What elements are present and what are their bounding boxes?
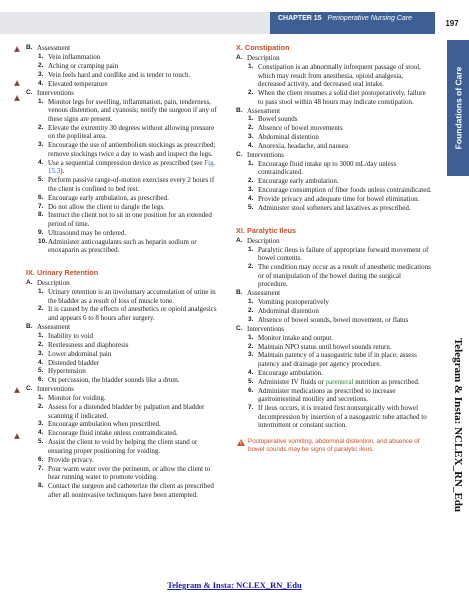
list-item: 4. Use a sequential compression device as prescribed (see Fig. 15.3). <box>38 158 216 176</box>
list-item: 6. Administer medications as prescribed to increase gastrointestinal motility and secretions. <box>248 386 396 404</box>
list-item: 3. Absence of bowel sounds, bowel movement, or flatus <box>248 315 409 324</box>
list-item: 1. Vein inflammation <box>38 53 101 62</box>
chapter-title: Perioperative Nursing Care <box>327 15 412 22</box>
list-item: 4. Distended bladder <box>38 358 100 367</box>
list-item: 8. Contact the surgeon and catheterize the client as prescribed after all noninvasive techniques have been attempted. <box>38 482 214 499</box>
list-item: 3. Lower abdominal pain <box>38 349 112 358</box>
list-item: 2. The condition may occur as a result of anesthetic medications or of manipulation of the bowel during the surgical procedure. <box>248 263 431 289</box>
list-item: 2. Absence of bowel movements <box>248 124 343 133</box>
list-item: 6. Encourage early ambulation, as prescribed. <box>38 193 169 202</box>
list-item: 2. Restlessness and diaphoresis <box>38 340 129 349</box>
list-item: 1. Urinary retention is an involuntary accumulation of urine in the bladder as a result of loss of muscle tone. <box>38 287 216 305</box>
list-item: 7. Pour warm water over the perineum, or allow the client to hear running water to promote voiding. <box>38 464 211 482</box>
section-heading: B. Assessment <box>26 322 71 331</box>
warning-callout <box>236 438 432 455</box>
priority-triangle-icon <box>14 95 20 101</box>
list-item: 9. Ultrasound may be ordered. <box>38 228 127 237</box>
glossary-term: parenteral <box>325 377 354 386</box>
list-item: 1. Vomiting postoperatively <box>248 298 329 307</box>
list-item: 8. Instruct the client not to sit in one position for an extended period of time. <box>38 211 212 229</box>
list-item: 2. Aching or cramping pain <box>38 62 119 71</box>
chapter-number: CHAPTER 15 <box>278 15 322 22</box>
list-item: 2. It is caused by the effects of anesthetics or opioid analgesics and appears 6 to 8 hours after surgery. <box>38 305 217 323</box>
list-item: 1. Paralytic ileus is failure of appropriate forward movement of bowel contents. <box>248 245 429 263</box>
list-item: 1. Constipation is an abnormally infrequent passage of stool, which may result from anesthesia, opioid analgesia, decreased activity, and decreased oral intake. <box>248 62 421 89</box>
list-item: 4. Provide privacy and adequate time for bowel elimination. <box>248 195 420 204</box>
list-item: 2. Encourage early ambulation. <box>248 177 339 186</box>
section-heading: B. Assessment <box>236 289 281 298</box>
section-heading: C. Interventions <box>236 151 284 159</box>
list-item: 5. Assist the client to void by helping the client stand or ensuring proper positioning for voiding. <box>38 438 198 455</box>
figure-link[interactable]: Fig. 15.3 <box>48 158 216 176</box>
list-item: 3. Abdominal distention <box>248 133 319 142</box>
footer-watermark: Telegram & Insta: NCLEX_RN_Edu <box>167 580 302 590</box>
section-heading: C. Interventions <box>26 385 74 394</box>
side-watermark-wrap <box>446 260 469 590</box>
list-item: 4. Encourage ambulation. <box>248 368 323 377</box>
section-heading: A. Description <box>26 279 70 288</box>
list-item: 3. Maintain patency of a nasogastric tube if in place; assess patency and drainage per agency procedure. <box>248 351 417 369</box>
list-item: 1. Encourage fluid intake up to 3000 mL/day unless contraindicated. <box>248 159 397 177</box>
section-heading: A. Description <box>236 236 280 245</box>
priority-triangle-icon <box>14 433 20 439</box>
warning-icon: ! <box>236 438 248 447</box>
list-item: 5. Perform passive range-of-motion exercises every 2 hours if the client is confined to bed rest. <box>38 176 215 193</box>
list-item: 4. Anorexia, headache, and nausea <box>248 142 348 151</box>
list-item: 5. Administer IV fluids or parenteral nutrition as prescribed. <box>248 377 420 386</box>
section-title-urinary-retention: IX. Urinary Retention <box>26 268 99 277</box>
list-item: 2. When the client resumes a solid diet postoperatively, failure to pass stool within 48 hours may indicate constipation. <box>248 89 426 106</box>
list-item: 4. Elevated temperature <box>38 79 108 88</box>
list-item: 2. Assess for a distended bladder by palpation and bladder scanning if indicated. <box>38 402 205 420</box>
list-item: 2. Abdominal distention <box>248 306 319 315</box>
list-item: 3. Encourage the use of antiembolism stockings as prescribed; remove stockings twice a day to wash and inspect the legs. <box>38 141 216 158</box>
section-title-constipation: X. Constipation <box>236 43 290 52</box>
list-item: 3. Encourage ambulation when prescribed. <box>38 420 161 429</box>
list-item: 6. On percussion, the bladder sounds like a drum. <box>38 376 180 385</box>
left-column <box>26 44 222 499</box>
section-heading: B. Assessment <box>26 44 71 53</box>
list-item: 5. Administer stool softeners and laxatives as prescribed. <box>248 204 411 213</box>
list-item: 1. Inability to void <box>38 331 94 340</box>
priority-triangle-icon <box>14 80 20 86</box>
list-item: 2. Elevate the extremity 30 degrees without allowing pressure on the popliteal area. <box>38 123 215 141</box>
list-item: 1. Monitor intake and output. <box>248 333 334 342</box>
list-item: 5. Hypertension <box>38 367 86 376</box>
list-item: 1. Monitor for voiding. <box>38 394 106 403</box>
list-item: 2. Maintain NPO status until bowel sounds return. <box>248 342 392 351</box>
side-tab-label-wrap <box>447 40 469 176</box>
list-item: 3. Vein feels hard and cordlike and is tender to touch. <box>38 70 191 79</box>
section-heading: B. Assessment <box>236 106 281 115</box>
list-item: 4. Encourage fluid intake unless contraindicated. <box>38 429 178 438</box>
list-item: 1. Monitor legs for swelling, inflammation, pain, tenderness, venous distention, and cyanosis; notify the surgeon if any of these signs are present. <box>38 97 217 123</box>
priority-triangle-icon <box>14 387 20 393</box>
list-item: 10. Administer anticoagulants such as heparin sodium or enoxaparin as prescribed. <box>38 237 197 255</box>
chapter-heading <box>278 15 412 22</box>
section-heading: C. Interventions <box>236 324 284 333</box>
list-item: 7. If ileus occurs, it is treated first nonsurgically with bowel decompression by insertion of a nasogastric tube attached to intermittent or constant suction. <box>248 404 427 430</box>
list-item: 3. Encourage consumption of fiber foods unless contraindicated. <box>248 186 432 195</box>
side-watermark: Telegram & Insta: NCLEX_RN_Edu <box>452 337 465 513</box>
list-item: 1. Bowel sounds <box>248 115 298 124</box>
section-heading: A. Description <box>236 54 280 63</box>
priority-triangle-icon <box>14 46 20 52</box>
list-item: 7. Do not allow the client to dangle the legs. <box>38 202 165 211</box>
side-tab-label: Foundations of Care <box>453 66 464 150</box>
section-title-paralytic-ileus: XI. Paralytic Ileus <box>236 225 297 235</box>
warning-text: Postoperative vomiting, abdominal distention, and absence of bowel sounds may be signs of paralytic ileus. <box>248 437 420 454</box>
page-number: 197 <box>434 12 469 34</box>
section-heading: C. Interventions <box>26 88 74 97</box>
right-column <box>236 44 432 455</box>
list-item: 6. Provide privacy. <box>38 455 94 464</box>
